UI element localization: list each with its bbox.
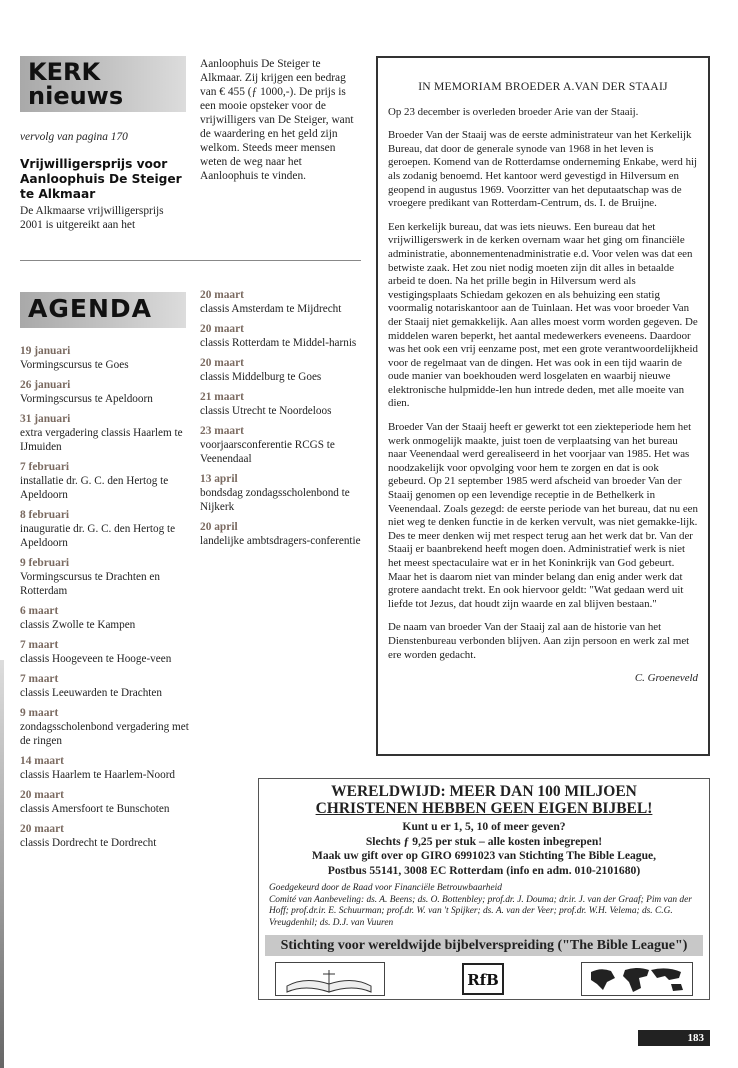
agenda-item [20,788,190,816]
agenda-date: 21 maart [200,391,244,403]
memoriam-paragraph: Broeder Van der Staaij heeft er gewerkt tot een ziekteperiode hem het werk onmogelijk maakte, juist toen de verplaatsing van het bureau naar Veenendaal werd gerealiseerd in het voorjaar van 1985. Het was noodzakelijk voor opvolging voor hem te zorgen en dat is ook gebeurd. Op 21 september 1985 werd afscheid van broeder Van der Staaij genomen op een levendige receptie in de Bethelkerk in Veenendaal. Zoals gezegd: de eerste periode van het bureau, dat nu een niet weg te denken functie in de kerken vervult, was niet gemakke-lijk. Des te meer denken wij met respect terug aan het werk dat br. Van der Staaij er baanbrekend heeft mogen doen. Administratief werk is niet het meest spectaculaire wat er in het Koninkrijk van God gebeurt. Maar het is daarom niet van minder belang dan enig ander werk dat grotere aandacht trekt. En ook hiervoor geldt: "Wat gedaan werd uit liefde tot Jezus, dat houdt zijn waarde en zal blijven bestaan." [388,421,698,610]
page-number: 183 [638,1030,710,1046]
agenda-date: 7 februari [20,461,70,473]
agenda-description: classis Leeuwarden te Drachten [20,687,162,699]
agenda-item [20,508,190,550]
agenda-date: 7 maart [20,639,59,651]
ad-cta-line: Postbus 55141, 3008 EC Rotterdam (info en adm. 010-2101680) [327,863,641,877]
agenda-description: Vormingscursus te Goes [20,359,129,371]
agenda-date: 26 januari [20,379,71,391]
ad-foundation-bar: Stichting voor wereldwijde bijbelverspreiding ("The Bible League") [265,935,703,956]
agenda-date: 14 maart [20,755,64,767]
agenda-banner: AGENDA [20,292,186,328]
agenda-description: zondagsscholenbond vergadering met de ringen [20,721,189,747]
agenda-description: classis Amsterdam te Mijdrecht [200,303,342,315]
agenda-date: 6 maart [20,605,59,617]
kerk-nieuws-banner [20,56,186,112]
bible-league-ad [258,778,710,1000]
ad-cta-line: Slechts ƒ 9,25 per stuk – alle kosten inbegrepen! [365,834,603,848]
ad-fineprint-line: Goedgekeurd door de Raad voor Financiële Betrouwbaarheid [269,883,502,893]
agenda-description: classis Hoogeveen te Hooge-veen [20,653,172,665]
agenda-date: 20 maart [20,789,64,801]
agenda-date: 19 januari [20,345,71,357]
bible-league-logo [461,962,505,996]
agenda-date: 13 april [200,473,238,485]
agenda-item [200,322,365,350]
article-para-right: Aanloophuis De Steiger te Alkmaar. Zij krijgen een bedrag van € 455 (ƒ 1000,-). De prijs is een mooie opsteker voor de vrijwilligers van De Steiger, want de waardering en het geld zijn welkom. Steeds meer mensen weten de weg naar het Aanloophuis te vinden. [200,58,354,182]
ad-cta-line: Maak uw gift over op GIRO 6991023 van Stichting The Bible League, [311,849,657,862]
agenda-date: 20 maart [200,357,244,369]
agenda-description: classis Amersfoort te Bunschoten [20,803,170,815]
agenda-item [20,344,190,372]
agenda-date: 8 februari [20,509,70,521]
agenda-description: classis Dordrecht te Dordrecht [20,837,157,849]
ad-fineprint-line: Comité van Aanbeveling: ds. A. Beens; ds. O. Bottenbley; prof.dr. J. Douma; dr.ir. J. van der Graaf; Pim van der Hoff; prof.dr.ir. E. Schuurman; prof.dr. W. van 't Spijker; ds. A. van der Veer; prof.dr. W.H. Velema; ds. C.G. Vreugdenhil; ds. D.J. van Vuuren [269,894,692,928]
agenda-left-column [20,344,190,856]
section-divider [20,260,361,261]
agenda-item [20,822,190,850]
agenda-date: 31 januari [20,413,71,425]
agenda-item [200,390,365,418]
open-book-icon [275,962,385,996]
agenda-right-column [200,288,365,554]
ad-call-to-action [269,820,699,878]
page-edge-shadow [0,660,4,1068]
memoriam-paragraph: Op 23 december is overleden broeder Arie van der Staaij. [388,105,639,118]
agenda-description: inauguratie dr. G. C. den Hertog te Apeldoorn [20,523,176,549]
memoriam-paragraph: Een kerkelijk bureau, dat was iets nieuws. Een bureau dat het vrijwilligerswerk in de kerken overnam waar het ging om financiële administratie, abonnementenadministratie e.d. Voor velen was dat een betwiste zaak. Het zou niet nodig moeten zijn dit alles in betaalde arbeid te doen. Na het prille begin in Hilversum werd als vestigingsplaats Schiedam gekozen en als behuizing een statig voormalig notariskantoor aan de Tuinlaan. Het was voor broeder Van der Staaij niet gemakkelijk. Aan alles moest vorm worden gegeven. De middelen waren beperkt, het aantal medewerkers eveneens. Daardoor was het ook een vrij eenzame post, met een grote verantwoordelijkheid voor de regelmaat van de dingen. Het was ook in een tijd waarin de oude manier van boekhouden werd losgelaten en waarbij nieuwe elektronische hulpmidde-len hun intrede deden, met alle moeite van dien. [388,220,698,410]
ad-cta-line: Kunt u er 1, 5, 10 of meer geven? [402,820,566,833]
kerk-banner-line2: nieuws [28,82,124,110]
agenda-item [20,672,190,700]
agenda-description: classis Utrecht te Noordeloos [200,405,332,417]
agenda-date: 9 februari [20,557,70,569]
agenda-description: installatie dr. G. C. den Hertog te Apeldoorn [20,475,169,501]
agenda-date: 20 maart [20,823,64,835]
agenda-date: 23 maart [200,425,244,437]
agenda-item [200,356,365,384]
agenda-description: voorjaarsconferentie RCGS te Veenendaal [200,439,335,465]
agenda-description: Vormingscursus te Drachten en Rotterdam [20,571,160,597]
agenda-description: classis Middelburg te Goes [200,371,322,383]
agenda-item [20,378,190,406]
ad-icon-row [269,962,699,996]
agenda-description: landelijke ambtsdragers-conferentie [200,535,361,547]
agenda-item [20,706,190,748]
agenda-item [20,460,190,502]
agenda-item [200,288,365,316]
agenda-description: classis Rotterdam te Middel-harnis [200,337,357,349]
memoriam-title: IN MEMORIAM BROEDER A.VAN DER STAAIJ [418,80,668,93]
agenda-description: classis Zwolle te Kampen [20,619,136,631]
memoriam-signature: C. Groeneveld [634,672,698,685]
agenda-description: bondsdag zondagsscholenbond te Nijkerk [200,487,350,513]
agenda-item [20,754,190,782]
agenda-item [20,556,190,598]
agenda-date: 9 maart [20,707,59,719]
agenda-description: classis Haarlem te Haarlem-Noord [20,769,176,781]
ad-headline-2: CHRISTENEN HEBBEN GEEN EIGEN BIJBEL! [315,800,653,817]
memoriam-paragraph: De naam van broeder Van der Staaij zal aan de historie van het Dienstenbureau verbonden blijven. Aan zijn persoon en werk zal met ere worden gedacht. [388,621,690,661]
ad-fineprint [269,883,699,929]
article-headline: Vrijwilligersprijs voor Aanloophuis De Steiger te Alkmaar [20,157,182,201]
kerk-banner-line1: KERK [28,58,101,86]
agenda-item [20,638,190,666]
agenda-description: Vormingscursus te Apeldoorn [20,393,153,405]
agenda-item [200,424,365,466]
agenda-date: 20 maart [200,323,244,335]
agenda-item [20,604,190,632]
world-map-icon [581,962,693,996]
agenda-description: extra vergadering classis Haarlem te IJmuiden [20,427,183,453]
ad-headline-1: WERELDWIJD: MEER DAN 100 MILJOEN [331,783,637,800]
memoriam-box [376,56,710,756]
agenda-item [200,520,365,548]
agenda-date: 20 april [200,521,238,533]
memoriam-paragraph: Broeder Van der Staaij was de eerste administrateur van het Kerkelijk Bureau, dat door de generale synode van 1968 in het leven is geroepen. Komend van de Rotterdamse onderneming Enkabe, werd hij als zodanig benoemd. Het kantoor werd gevestigd in Hilversum en geopend in augustus 1969. Voorzitter van het deputaatschap was de vroegere predikant van Rotterdam-Centrum, ds. I. de Bruijne. [388,129,698,210]
logo-text: RfB [467,971,499,989]
agenda-date: 7 maart [20,673,59,685]
agenda-date: 20 maart [200,289,244,301]
agenda-item [200,472,365,514]
agenda-item [20,412,190,454]
continued-note: vervolg van pagina 170 [20,131,128,143]
article-para-left: De Alkmaarse vrijwilligersprijs 2001 is uitgereikt aan het [20,205,164,231]
